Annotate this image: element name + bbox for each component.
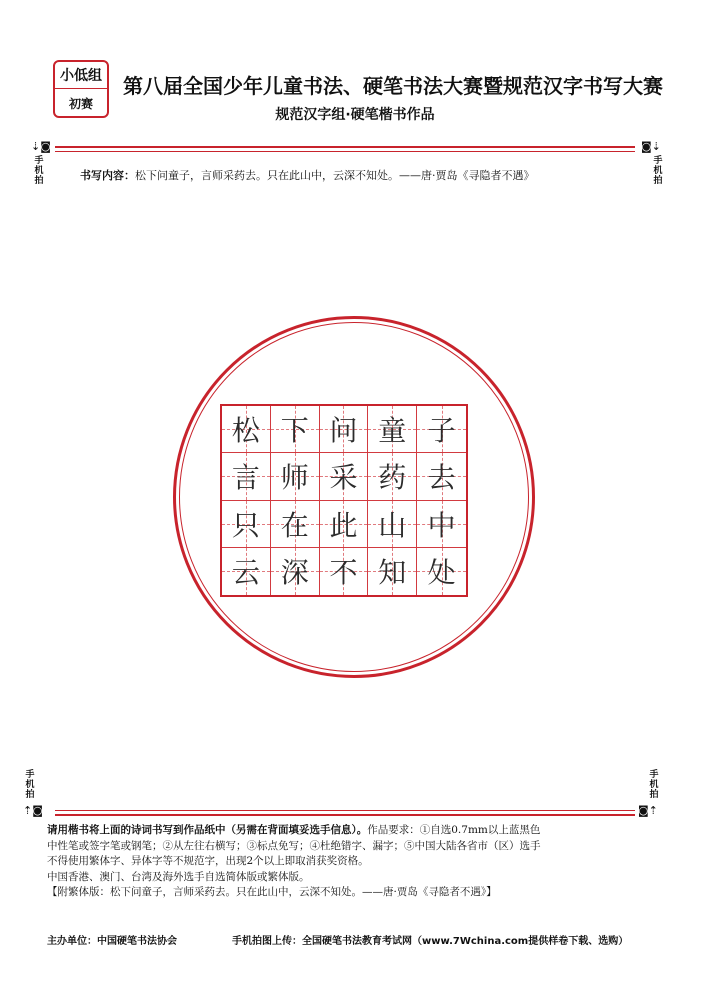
top-rule-thin — [55, 151, 635, 152]
grid-cell: 子 — [417, 406, 466, 453]
grid-cell: 知 — [368, 548, 417, 595]
grid-cell: 山 — [368, 501, 417, 548]
phone-shot-label-top-right: 手机拍 — [653, 156, 663, 186]
grid-cell: 中 — [417, 501, 466, 548]
camera-icon: ⇡◙ — [23, 804, 43, 817]
grid-cell: 此 — [320, 501, 369, 548]
grid-cell: 采 — [320, 453, 369, 500]
grid-cell: 不 — [320, 548, 369, 595]
instructions-line-1: 作品要求：①自选0.7mm以上蓝黑色 — [367, 824, 541, 836]
camera-icon: ⇣◙ — [31, 140, 51, 153]
grid-cell: 言 — [222, 453, 271, 500]
grid-cell: 云 — [222, 548, 271, 595]
instructions-line-4: 中国香港、澳门、台湾及海外选手自选简体版或繁体版。 — [47, 870, 310, 883]
page-title: 第八届全国少年儿童书法、硬笔书法大赛暨规范汉字书写大赛 — [123, 74, 663, 98]
instructions — [47, 823, 647, 901]
writing-content-text: 松下问童子，言师采药去。只在此山中，云深不知处。——唐·贾岛《寻隐者不遇》 — [135, 169, 535, 182]
bottom-rule-thick — [55, 814, 635, 816]
writing-content — [80, 167, 535, 183]
stage-label: 初赛 — [68, 96, 93, 111]
instructions-line-5: 【附繁体版：松下问童子，言师采药去。只在此山中，云深不知处。——唐·贾岛《寻隐者不遇》】 — [47, 886, 497, 898]
writing-content-label: 书写内容： — [80, 169, 135, 182]
instructions-line-3: 不得使用繁体字、异体字等不规范字，出现2个以上即取消获奖资格。 — [47, 855, 369, 867]
grid-cell: 在 — [271, 501, 320, 548]
grid-cell: 师 — [271, 453, 320, 500]
grid-cell: 处 — [417, 548, 466, 595]
page-subtitle: 规范汉字组·硬笔楷书作品 — [275, 107, 435, 123]
grid-cell: 松 — [222, 406, 271, 453]
grid-cell: 去 — [417, 453, 466, 500]
phone-shot-label-bottom-left: 手机拍 — [25, 770, 35, 800]
bottom-rule-thin — [55, 810, 635, 811]
grid-cell: 深 — [271, 548, 320, 595]
camera-icon: ◙⇣ — [641, 140, 661, 153]
top-rule-thick — [55, 146, 635, 148]
upload-text: 手机拍图上传：全国硬笔书法教育考试网（www.7Wchina.com提供样卷下载、选购） — [232, 936, 629, 947]
writing-grid — [220, 404, 468, 597]
instructions-lead: 请用楷书将上面的诗词书写到作品纸中（另需在背面填妥选手信息）。 — [47, 824, 368, 836]
grid-cell: 下 — [271, 406, 320, 453]
group-label: 小低组 — [55, 62, 107, 89]
phone-shot-label-bottom-right: 手机拍 — [649, 770, 659, 800]
phone-shot-label-top-left: 手机拍 — [34, 156, 44, 186]
group-badge — [53, 60, 109, 118]
grid-cell: 问 — [320, 406, 369, 453]
organizer-text: 主办单位：中国硬笔书法协会 — [47, 936, 177, 947]
instructions-line-2: 中性笔或签字笔或钢笔；②从左往右横写；③标点免写；④杜绝错字、漏字；⑤中国大陆各省市（区）选手 — [47, 839, 541, 852]
grid-cell: 童 — [368, 406, 417, 453]
grid-cell: 药 — [368, 453, 417, 500]
camera-icon: ◙⇡ — [638, 804, 658, 817]
grid-cell: 只 — [222, 501, 271, 548]
